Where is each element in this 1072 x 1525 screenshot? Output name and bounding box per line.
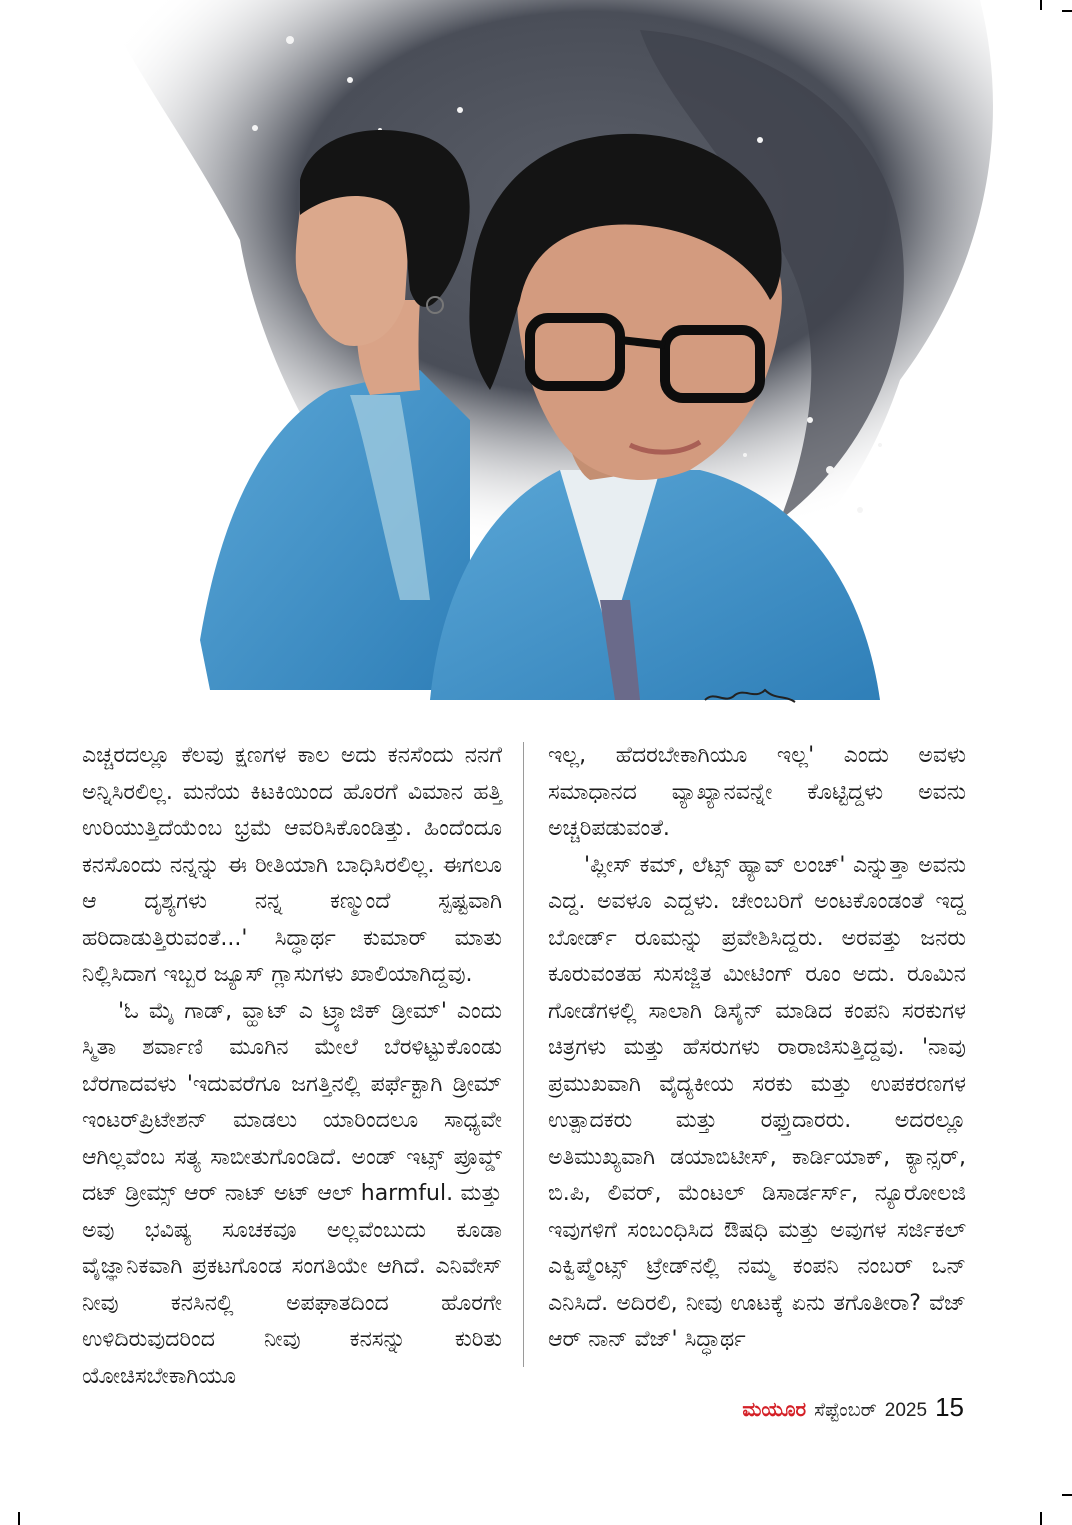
issue-month: ಸೆಪ್ಟೆಂಬರ್ [814,1399,877,1421]
column-divider [523,742,524,1367]
paragraph: 'ಪ್ಲೀಸ್ ಕಮ್, ಲೆಟ್ಸ್ ಹ್ಯಾವ್ ಲಂಚ್' ಎನ್ನುತ್ತಾ ಅವನು ಎದ್ದ. ಅವಳೂ ಎದ್ದಳು. ಚೇಂಬರಿಗೆ ಅಂಟಕೊಂಡಂತೆ ಇದ್ದ ಬೋರ್ಡ್ ರೂಮನ್ನು ಪ್ರವೇಶಿಸಿದ್ದರು. ಅರವತ್ತು ಜನರು ಕೂರುವಂತಹ ಸುಸಜ್ಜಿತ ಮೀಟಿಂಗ್ ರೂಂ ಅದು. ರೂಮಿನ ಗೋಡೆಗಳಲ್ಲಿ ಸಾಲಾಗಿ ಡಿಸೈನ್ ಮಾಡಿದ ಕಂಪನಿ ಸರಕುಗಳ ಚಿತ್ರಗಳು ಮತ್ತು ಹೆಸರುಗಳು ರಾರಾಜಿಸುತ್ತಿದ್ದವು. 'ನಾವು ಪ್ರಮುಖವಾಗಿ ವೈದ್ಯಕೀಯ ಸರಕು ಮತ್ತು ಉಪಕರಣಗಳ ಉತ್ಪಾದಕರು ಮತ್ತು ರಫ್ತುದಾರರು. ಅದರಲ್ಲೂ ಅತಿಮುಖ್ಯವಾಗಿ ಡಯಾಬಿಟೀಸ್, ಕಾರ್ಡಿಯಾಕ್, ಕ್ಯಾನ್ಸರ್, ಬಿ.ಪಿ, ಲಿವರ್, ಮೆಂಟಲ್ ಡಿಸಾರ್ಡರ್ಸ್, ನ್ಯೂರೋಲಜಿ ಇವುಗಳಿಗೆ ಸಂಬಂಧಿಸಿದ ಔಷಧಿ ಮತ್ತು ಅವುಗಳ ಸರ್ಜಿಕಲ್ ಎಕ್ವಿಪ್ಮೆಂಟ್ಸ್ ಟ್ರೇಡ್‌ನಲ್ಲಿ ನಮ್ಮ ಕಂಪನಿ ನಂಬರ್ ಒನ್ ಎನಿಸಿದೆ. ಅದಿರಲಿ, ನೀವು ಊಟಕ್ಕೆ ಏನು ತಗೊತೀರಾ? ವೆಜ್ ಆರ್ ನಾನ್ ವೆಜ್' ಸಿದ್ಧಾರ್ಥ [548,852,966,1352]
paragraph: ಇಲ್ಲ, ಹೆದರಬೇಕಾಗಿಯೂ ಇಲ್ಲ' ಎಂದು ಅವಳು ಸಮಾಧಾನದ ವ್ಯಾಖ್ಯಾನವನ್ನೇ ಕೊಟ್ಟಿದ್ದಳು ಅವನು ಅಚ್ಚರಿಪಡುವಂತೆ. [548,743,966,841]
crop-mark [1062,10,1072,12]
crop-mark [1062,1494,1072,1496]
paragraph: ಎಚ್ಚರದಲ್ಲೂ ಕೆಲವು ಕ್ಷಣಗಳ ಕಾಲ ಅದು ಕನಸೆಂದು ನನಗೆ ಅನ್ನಿಸಿರಲಿಲ್ಲ. ಮನೆಯ ಕಿಟಕಿಯಿಂದ ಹೊರಗೆ ವಿಮಾನ ಹತ್ತಿ ಉರಿಯುತ್ತಿದೆಯೆಂಬ ಭ್ರಮೆ ಆವರಿಸಿಕೊಂಡಿತ್ತು. ಹಿಂದೆಂದೂ ಕನಸೊಂದು ನನ್ನನ್ನು ಈ ರೀತಿಯಾಗಿ ಬಾಧಿಸಿರಲಿಲ್ಲ. ಈಗಲೂ ಆ ದೃಶ್ಯಗಳು ನನ್ನ ಕಣ್ಮುಂದೆ ಸ್ಪಷ್ಟವಾಗಿ ಹರಿದಾಡುತ್ತಿರುವಂತೆ...' ಸಿದ್ಧಾರ್ಥ ಕುಮಾರ್ ಮಾತು ನಿಲ್ಲಿಸಿದಾಗ ಇಬ್ಬರ ಜ್ಯೂಸ್ ಗ್ಲಾಸುಗಳು ಖಾಲಿಯಾಗಿದ್ದವು. [82,743,502,987]
crop-mark [1040,1512,1042,1525]
hero-illustration [0,0,1072,730]
article-right-column [548,738,966,1359]
article-left-column [82,738,502,1395]
issue-year: 2025 [884,1400,928,1421]
magazine-brand: ಮಯೂರ [742,1397,807,1421]
paragraph: 'ಓ ಮೈ ಗಾಡ್, ವ್ಹಾಟ್ ಎ ಟ್ರ್ಯಾಜಿಕ್ ಡ್ರೀಮ್' ಎಂದು ಸ್ಮಿತಾ ಶರ್ವಾಣಿ ಮೂಗಿನ ಮೇಲೆ ಬೆರಳಿಟ್ಟುಕೊಂಡು ಬೆರಗಾದವಳು 'ಇದುವರೆಗೂ ಜಗತ್ತಿನಲ್ಲಿ ಪರ್ಫೆಕ್ಟಾಗಿ ಡ್ರೀಮ್ ಇಂಟರ್‌ಪ್ರಿಟೇಶನ್ ಮಾಡಲು ಯಾರಿಂದಲೂ ಸಾಧ್ಯವೇ ಆಗಿಲ್ಲವೆಂಬ ಸತ್ಯ ಸಾಬೀತುಗೊಂಡಿದೆ. ಅಂಡ್ ಇಟ್ಸ್ ಪ್ರೂವ್ಡ್ ದಟ್ ಡ್ರೀಮ್ಸ್ ಆರ್ ನಾಟ್ ಅಟ್ ಆಲ್ harmful. ಮತ್ತು ಅವು ಭವಿಷ್ಯ ಸೂಚಕವೂ ಅಲ್ಲವೆಂಬುದು ಕೂಡಾ ವೈಜ್ಞಾನಿಕವಾಗಿ ಪ್ರಕಟಗೊಂಡ ಸಂಗತಿಯೇ ಆಗಿದೆ. ಎನಿವೇಸ್ ನೀವು ಕನಸಿನಲ್ಲಿ ಅಪಘಾತದಿಂದ ಹೊರಗೇ ಉಳಿದಿರುವುದರಿಂದ ನೀವು ಕನಸನ್ನು ಕುರಿತು ಯೋಚಿಸಬೇಕಾಗಿಯೂ [82,998,502,1389]
page-number: 15 [935,1392,964,1422]
portrait-painting [0,0,1072,730]
crop-mark [1040,0,1042,10]
crop-mark [18,1512,20,1525]
page-footer [742,1392,964,1432]
